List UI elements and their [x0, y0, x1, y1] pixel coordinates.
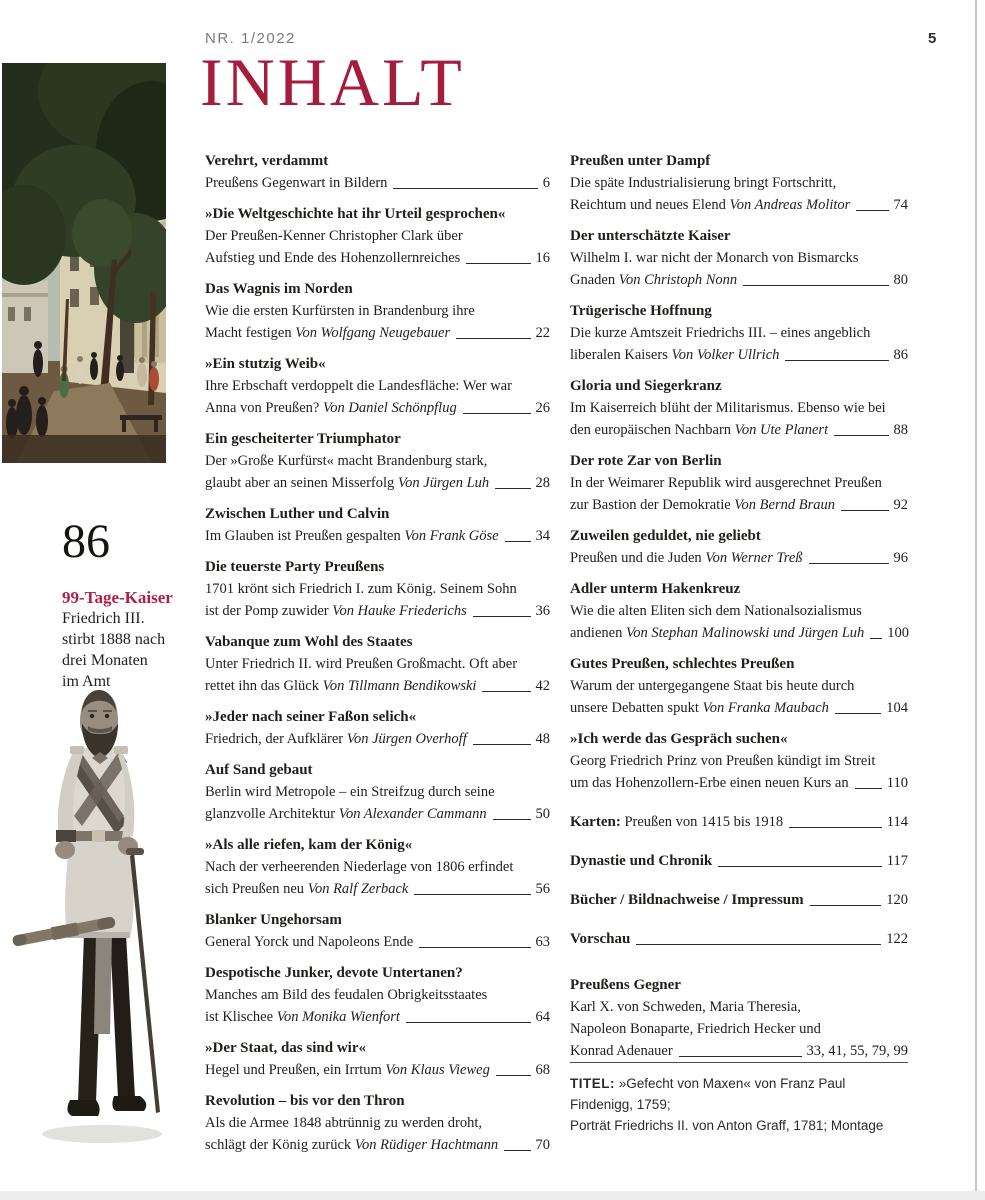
toc-entry — [570, 653, 908, 719]
leader-line — [789, 827, 882, 828]
toc-text: Von Jürgen Overhoff — [346, 731, 467, 747]
page-ref: 86 — [893, 347, 908, 363]
toc-text: Konrad Adenauer — [570, 1043, 673, 1059]
toc-text: schlägt der König zurück — [205, 1137, 355, 1153]
toc-line — [205, 631, 550, 653]
page-ref: 56 — [535, 881, 550, 897]
toc-text: unsere Debatten spukt — [570, 700, 703, 716]
toc-entry — [570, 728, 908, 794]
toc-text: Preußen und die Juden — [570, 550, 706, 566]
toc-text: Reichtum und neues Elend — [570, 197, 730, 213]
toc-entry — [205, 503, 550, 547]
leader-line — [482, 691, 530, 692]
toc-text: um das Hohenzollern-Erbe einen neuen Kurs an — [570, 775, 849, 791]
toc-line — [570, 375, 908, 397]
toc-text: »Ein stutzig Weib« — [205, 356, 326, 372]
toc-line — [570, 578, 908, 600]
toc-line — [205, 1006, 550, 1028]
cover-credit-line2: Porträt Friedrichs II. von Anton Graff, 1781; Montage — [570, 1118, 884, 1133]
toc-line — [570, 322, 908, 344]
toc-text: Gutes Preußen, schlechtes Preußen — [570, 656, 795, 672]
leader-line — [406, 1022, 531, 1023]
toc-text: ist Klischee — [205, 1009, 277, 1025]
toc-line — [205, 150, 550, 172]
toc-line — [570, 1018, 908, 1040]
toc-text: Karten: — [570, 814, 621, 830]
page-ref: 74 — [893, 197, 908, 213]
feature-kicker: 99-Tage-Kaiser — [62, 588, 173, 607]
toc-text: Berlin wird Metropole – ein Streifzug durch seine — [205, 784, 495, 800]
toc-text: Macht festigen — [205, 325, 296, 341]
toc-text: »Der Staat, das sind wir« — [205, 1040, 366, 1056]
toc-text: Zuweilen geduldet, nie geliebt — [570, 528, 761, 544]
toc-entry — [570, 450, 908, 516]
toc-line — [205, 962, 550, 984]
toc-text: Von Hauke Friederichs — [332, 603, 467, 619]
feature-caption-line: im Amt — [62, 673, 111, 690]
leader-line — [855, 788, 882, 789]
toc-text: den europäischen Nachbarn — [570, 422, 735, 438]
leader-line — [456, 338, 530, 339]
toc-entry — [205, 962, 550, 1028]
toc-entry — [205, 834, 550, 900]
feature-caption-line: Friedrich III. — [62, 610, 145, 627]
toc-line — [205, 834, 550, 856]
toc-line — [205, 203, 550, 225]
page-ref: 63 — [535, 934, 550, 950]
page-ref: 42 — [535, 678, 550, 694]
page-ref: 80 — [893, 272, 908, 288]
toc-text: Von Klaus Vieweg — [385, 1062, 490, 1078]
toc-line — [570, 269, 908, 291]
leader-line — [414, 894, 530, 895]
toc-line — [205, 600, 550, 622]
toc-line — [570, 397, 908, 419]
cover-credit-line1: »Gefecht von Maxen« von Franz Paul Findenigg, 1759; — [570, 1076, 846, 1112]
toc-line — [570, 811, 908, 833]
toc-entry — [205, 203, 550, 269]
toc-text: Von Tillmann Bendikowski — [322, 678, 477, 694]
toc-text: andienen — [570, 625, 626, 641]
cover-credit-note — [570, 1062, 908, 1136]
toc-text: Von Jürgen Luh — [397, 475, 490, 491]
page-ref: 48 — [535, 731, 550, 747]
toc-line — [205, 1037, 550, 1059]
toc-text: Trügerische Hoffnung — [570, 303, 712, 319]
toc-entry — [570, 578, 908, 644]
toc-line — [570, 750, 908, 772]
toc-text: Die teuerste Party Preußens — [205, 559, 385, 575]
page-ref: 100 — [887, 625, 910, 641]
feature-caption-line: stirbt 1888 nach — [62, 631, 166, 648]
page-ref: 64 — [535, 1009, 550, 1025]
toc-text: Von Wolfgang Neugebauer — [295, 325, 451, 341]
leader-line — [473, 616, 531, 617]
page-ref: 96 — [893, 550, 908, 566]
toc-line — [205, 428, 550, 450]
toc-line — [205, 472, 550, 494]
leader-line — [785, 360, 888, 361]
feature-caption — [62, 609, 202, 692]
toc-text: Die kurze Amtszeit Friedrichs III. – eines angeblich — [570, 325, 871, 341]
toc-line — [205, 322, 550, 344]
feature-page-number: 86 — [62, 515, 110, 568]
page-ref: 70 — [535, 1137, 550, 1153]
toc-line — [205, 1090, 550, 1112]
toc-line — [570, 1040, 908, 1062]
toc-text: liberalen Kaisers — [570, 347, 672, 363]
toc-text: Vorschau — [570, 931, 631, 947]
toc-line — [205, 878, 550, 900]
page-ref: 26 — [535, 400, 550, 416]
toc-text: Aufstieg und Ende des Hohenzollernreiches — [205, 250, 461, 266]
page-number: 5 — [928, 30, 937, 47]
toc-line — [205, 1134, 550, 1156]
toc-text: Der rote Zar von Berlin — [570, 453, 722, 469]
toc-text: Napoleon Bonaparte, Friedrich Hecker und — [570, 1021, 821, 1037]
toc-line — [570, 653, 908, 675]
toc-line — [570, 728, 908, 750]
leader-line — [841, 510, 889, 511]
toc-text: Unter Friedrich II. wird Preußen Großmacht. Oft aber — [205, 656, 518, 672]
leader-line — [835, 713, 881, 714]
page-title: INHALT — [200, 44, 465, 120]
toc-text: Gnaden — [570, 272, 619, 288]
toc-text: Revolution – bis vor den Thron — [205, 1093, 405, 1109]
toc-column-right — [570, 150, 908, 1071]
toc-line — [570, 247, 908, 269]
toc-text: Adler unterm Hakenkreuz — [570, 581, 741, 597]
toc-text: Von Christoph Nonn — [618, 272, 738, 288]
page-ref: 33, 41, 55, 79, 99 — [806, 1043, 908, 1059]
toc-line — [205, 728, 550, 750]
page-ref: 22 — [535, 325, 550, 341]
toc-text: Karl X. von Schweden, Maria Theresia, — [570, 999, 801, 1015]
toc-entry — [205, 556, 550, 622]
leader-line — [473, 744, 531, 745]
toc-text: In der Weimarer Republik wird ausgerechnet Preußen — [570, 475, 882, 491]
toc-entry — [205, 631, 550, 697]
toc-text: Dynastie und Chronik — [570, 853, 713, 869]
leader-line — [463, 413, 531, 414]
toc-line — [205, 503, 550, 525]
toc-text: »Ich werde das Gespräch suchen« — [570, 731, 788, 747]
toc-line — [205, 525, 550, 547]
toc-line — [205, 450, 550, 472]
page-ref: 122 — [886, 931, 908, 947]
toc-line — [570, 419, 908, 441]
toc-line — [205, 803, 550, 825]
toc-line — [570, 194, 908, 216]
toc-text: Der unterschätzte Kaiser — [570, 228, 731, 244]
toc-entry — [570, 300, 908, 366]
toc-text: »Die Weltgeschichte hat ihr Urteil gesprochen« — [205, 206, 506, 222]
toc-line — [570, 928, 908, 950]
leader-line — [496, 1075, 531, 1076]
toc-text: glanzvolle Architektur — [205, 806, 339, 822]
toc-text: Das Wagnis im Norden — [205, 281, 353, 297]
portrait-friedrich-iii-image — [8, 684, 190, 1152]
toc-line — [205, 172, 550, 194]
leader-line — [505, 541, 531, 542]
toc-text: Bücher / Bildnachweise / Impressum — [570, 892, 804, 908]
page-edge-bottom — [0, 1191, 985, 1200]
toc-entry — [570, 974, 908, 1062]
toc-line — [205, 1059, 550, 1081]
toc-text: »Als alle riefen, kam der König« — [205, 837, 413, 853]
toc-text: Als die Armee 1848 abtrünnig zu werden droht, — [205, 1115, 483, 1131]
toc-entry — [570, 150, 908, 216]
toc-text: Der »Große Kurfürst« macht Brandenburg stark, — [205, 453, 488, 469]
toc-line — [205, 706, 550, 728]
toc-entry — [570, 928, 908, 950]
toc-line — [205, 909, 550, 931]
toc-line — [205, 353, 550, 375]
leader-line — [718, 866, 882, 867]
toc-text: Despotische Junker, devote Untertanen? — [205, 965, 463, 981]
toc-line — [570, 889, 908, 911]
toc-line — [570, 300, 908, 322]
toc-line — [205, 247, 550, 269]
page-ref: 28 — [535, 475, 550, 491]
toc-line — [205, 578, 550, 600]
painting-illustration — [2, 63, 166, 463]
toc-text: zur Bastion der Demokratie — [570, 497, 735, 513]
toc-line — [570, 525, 908, 547]
toc-text: Hegel und Preußen, ein Irrtum — [205, 1062, 386, 1078]
toc-entry — [570, 525, 908, 569]
toc-text: Von Rüdiger Hachtmann — [354, 1137, 499, 1153]
issue-number: NR. 1/2022 — [205, 30, 296, 47]
toc-line — [205, 300, 550, 322]
toc-line — [570, 675, 908, 697]
toc-text: Friedrich, der Aufklärer — [205, 731, 347, 747]
toc-line — [570, 150, 908, 172]
toc-entry — [205, 909, 550, 953]
toc-line — [205, 225, 550, 247]
toc-text: Preußens Gegner — [570, 977, 681, 993]
toc-line — [570, 225, 908, 247]
toc-entry — [205, 759, 550, 825]
page-ref: 92 — [893, 497, 908, 513]
leader-line — [809, 563, 889, 564]
toc-entry — [205, 1090, 550, 1156]
leader-line — [870, 638, 882, 639]
toc-text: Ein gescheiterter Triumphator — [205, 431, 401, 447]
toc-text: Von Daniel Schönpflug — [322, 400, 457, 416]
toc-text: Im Kaiserreich blüht der Militarismus. Ebenso wie bei — [570, 400, 886, 416]
toc-line — [570, 172, 908, 194]
toc-text: sich Preußen neu — [205, 881, 308, 897]
leader-line — [679, 1056, 802, 1057]
toc-text: Von Frank Göse — [404, 528, 499, 544]
toc-line — [570, 472, 908, 494]
toc-text: Preußen unter Dampf — [570, 153, 711, 169]
toc-line — [570, 850, 908, 872]
page-ref: 36 — [535, 603, 550, 619]
page-ref: 6 — [542, 175, 550, 191]
toc-text: »Jeder nach seiner Faßon selich« — [205, 709, 417, 725]
toc-line — [205, 375, 550, 397]
toc-line — [205, 931, 550, 953]
toc-line — [570, 974, 908, 996]
toc-line — [570, 996, 908, 1018]
toc-text: Preußens Gegenwart in Bildern — [205, 175, 388, 191]
toc-entry — [205, 428, 550, 494]
toc-text: glaubt aber an seinen Misserfolg — [205, 475, 398, 491]
leader-line — [834, 435, 888, 436]
page-ref: 104 — [886, 700, 908, 716]
toc-text: Der Preußen-Kenner Christopher Clark über — [205, 228, 463, 244]
toc-entry — [570, 375, 908, 441]
page-ref: 88 — [893, 422, 908, 438]
toc-line — [570, 772, 908, 794]
toc-text: Georg Friedrich Prinz von Preußen kündigt im Streit — [570, 753, 876, 769]
toc-text: Gloria und Siegerkranz — [570, 378, 722, 394]
toc-line — [205, 397, 550, 419]
toc-line — [570, 600, 908, 622]
leader-line — [466, 263, 530, 264]
feature-caption-line: drei Monaten — [62, 652, 148, 669]
leader-line — [419, 947, 530, 948]
toc-line — [205, 556, 550, 578]
toc-entry — [570, 811, 908, 833]
toc-text: Wie die alten Eliten sich dem Nationalsozialismus — [570, 603, 862, 619]
toc-line — [205, 781, 550, 803]
toc-text: Anna von Preußen? — [205, 400, 323, 416]
toc-text: Von Bernd Braun — [734, 497, 835, 513]
toc-line — [205, 653, 550, 675]
page-ref: 34 — [535, 528, 550, 544]
page-ref: 50 — [535, 806, 550, 822]
portrait-illustration — [8, 684, 190, 1152]
leader-line — [810, 905, 882, 906]
toc-line — [205, 1112, 550, 1134]
page-ref: 68 — [535, 1062, 550, 1078]
toc-line — [205, 984, 550, 1006]
toc-line — [205, 856, 550, 878]
toc-column-left — [205, 150, 550, 1165]
feature-teaser — [62, 515, 202, 692]
toc-text: Von Ralf Zerback — [307, 881, 409, 897]
toc-entry — [570, 225, 908, 291]
toc-entry — [570, 889, 908, 911]
toc-text: Von Franka Maubach — [702, 700, 829, 716]
toc-text: 1701 krönt sich Friedrich I. zum König. Seinem Sohn — [205, 581, 517, 597]
toc-entry — [205, 706, 550, 750]
toc-entry — [570, 850, 908, 872]
toc-text: Verehrt, verdammt — [205, 153, 329, 169]
page-ref: 117 — [886, 853, 908, 869]
toc-line — [570, 450, 908, 472]
toc-text: Von Monika Wienfort — [276, 1009, 400, 1025]
toc-text: rettet ihn das Glück — [205, 678, 323, 694]
toc-text: Von Andreas Molitor — [729, 197, 851, 213]
toc-text: Manches am Bild des feudalen Obrigkeitsstaates — [205, 987, 488, 1003]
toc-text: Preußen von 1415 bis 1918 — [620, 814, 784, 830]
toc-line — [205, 759, 550, 781]
toc-entry — [205, 1037, 550, 1081]
toc-text: ist der Pomp zuwider — [205, 603, 333, 619]
toc-text: Zwischen Luther und Calvin — [205, 506, 390, 522]
toc-line — [205, 278, 550, 300]
toc-text: Warum der untergegangene Staat bis heute durch — [570, 678, 855, 694]
toc-text: Von Volker Ullrich — [671, 347, 780, 363]
toc-entry — [205, 353, 550, 419]
toc-text: Vabanque zum Wohl des Staates — [205, 634, 413, 650]
leader-line — [493, 819, 531, 820]
page-ref: 110 — [886, 775, 908, 791]
toc-line — [205, 675, 550, 697]
toc-text: Wie die ersten Kurfürsten in Brandenburg ihre — [205, 303, 475, 319]
leader-line — [393, 188, 537, 189]
toc-text: Im Glauben ist Preußen gespalten — [205, 528, 405, 544]
toc-text: Ihre Erbschaft verdoppelt die Landesfläche: Wer war — [205, 378, 512, 394]
painting-berlin-street-image — [2, 63, 166, 463]
toc-text: Die späte Industrialisierung bringt Fortschritt, — [570, 175, 837, 191]
page-edge-right — [975, 0, 977, 1200]
toc-line — [570, 344, 908, 366]
toc-text: Nach der verheerenden Niederlage von 1806 erfindet — [205, 859, 514, 875]
toc-text: Blanker Ungehorsam — [205, 912, 342, 928]
page-ref: 16 — [535, 250, 550, 266]
leader-line — [636, 944, 881, 945]
toc-text: General Yorck und Napoleons Ende — [205, 934, 414, 950]
toc-line — [570, 494, 908, 516]
page-ref: 120 — [886, 892, 908, 908]
toc-entry — [205, 278, 550, 344]
leader-line — [504, 1150, 530, 1151]
toc-entry — [205, 150, 550, 194]
toc-line — [570, 622, 908, 644]
page-ref: 114 — [886, 814, 908, 830]
toc-text: Von Stephan Malinowski und Jürgen Luh — [625, 625, 865, 641]
leader-line — [495, 488, 530, 489]
cover-credit-label: TITEL: — [570, 1076, 615, 1091]
toc-text: Auf Sand gebaut — [205, 762, 313, 778]
leader-line — [743, 285, 888, 286]
toc-text: Von Alexander Cammann — [338, 806, 487, 822]
toc-text: Von Ute Planert — [734, 422, 829, 438]
toc-line — [570, 547, 908, 569]
leader-line — [856, 210, 888, 211]
toc-text: Von Werner Treß — [705, 550, 803, 566]
toc-text: Wilhelm I. war nicht der Monarch von Bismarcks — [570, 250, 859, 266]
toc-line — [570, 697, 908, 719]
